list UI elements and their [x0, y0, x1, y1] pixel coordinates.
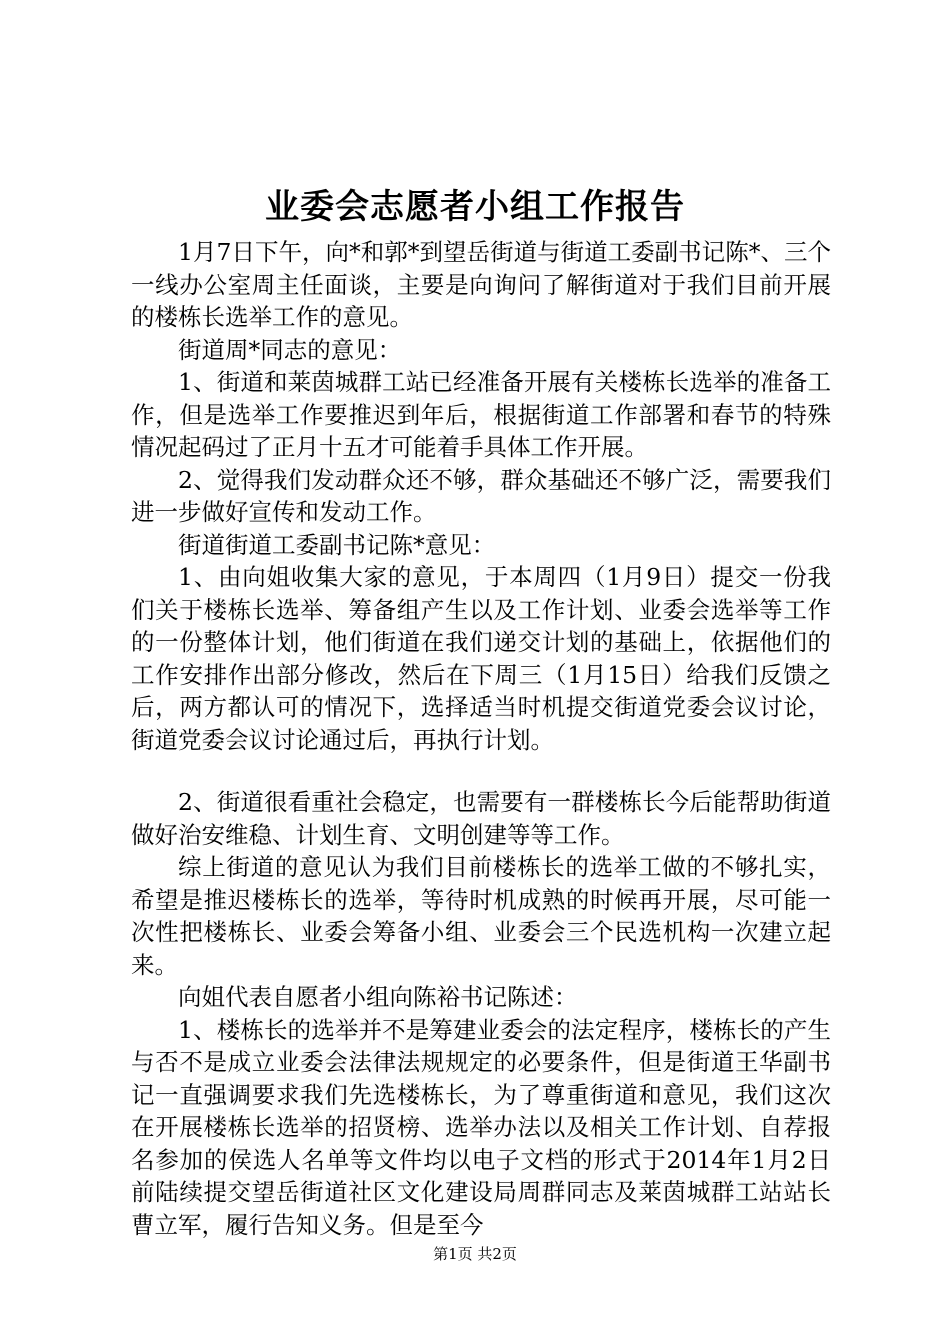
- paragraph-summary: 综上街道的意见认为我们目前楼栋长的选举工做的不够扎实，希望是推迟楼栋长的选举，等待时机成熟的时候再开展，尽可能一次性把楼栋长、业委会筹备小组、业委会三个民选机构一次建立起来。: [131, 853, 831, 979]
- paragraph-zhou-point-2: 2、觉得我们发动群众还不够，群众基础还不够广泛，需要我们进一步做好宣传和发动工作。: [131, 465, 831, 526]
- paragraph-zhou-opinion-heading: 街道周*同志的意见：: [178, 335, 402, 364]
- paragraph-intro: 1月7日下午，向*和郭*到望岳街道与街道工委副书记陈*、三个一线办公室周主任面谈，主要是向询问了解街道对于我们目前开展的楼栋长选举工作的意见。: [131, 238, 831, 331]
- paragraph-chen-opinion-heading: 街道街道工委副书记陈*意见：: [178, 530, 496, 559]
- paragraph-zhou-point-1: 1、街道和莱茵城群工站已经准备开展有关楼栋长选举的准备工作，但是选举工作要推迟到年后，根据街道工作部署和春节的特殊情况起码过了正月十五才可能着手具体工作开展。: [131, 368, 831, 461]
- document-body: [131, 236, 831, 1241]
- document-title: 业委会志愿者小组工作报告: [265, 187, 685, 227]
- paragraph-statement-point-1: 1、楼栋长的选举并不是筹建业委会的法定程序，楼栋长的产生与否不是成立业委会法律法规规定的必要条件，但是街道王华副书记一直强调要求我们先选楼栋长，为了尊重街道和意见，我们这次在开展楼栋长选举的招贤榜、选举办法以及相关工作计划、自荐报名参加的侯选人名单等文件均以电子文档的形式于2014年1月2日前陆续提交望岳街道社区文化建设局周群同志及莱茵城群工站站长曹立军，履行告知义务。但是至今: [131, 1015, 831, 1239]
- paragraph-statement-heading: 向姐代表自愿者小组向陈裕书记陈述：: [178, 983, 578, 1011]
- page-footer: 第1页 共2页: [433, 1245, 517, 1263]
- paragraph-chen-point-2: 2、街道很看重社会稳定，也需要有一群楼栋长今后能帮助街道做好治安维稳、计划生育、文明创建等等工作。: [131, 788, 831, 849]
- paragraph-chen-point-1: 1、由向姐收集大家的意见，于本周四（1月9日）提交一份我们关于楼栋长选举、筹备组产生以及工作计划、业委会选举等工作的一份整体计划，他们街道在我们递交计划的基础上，依据他们的工作安排作出部分修改，然后在下周三（1月15日）给我们反馈之后，两方都认可的情况下，选择适当时机提交街道党委会议讨论，街道党委会议讨论通过后，再执行计划。: [131, 563, 831, 754]
